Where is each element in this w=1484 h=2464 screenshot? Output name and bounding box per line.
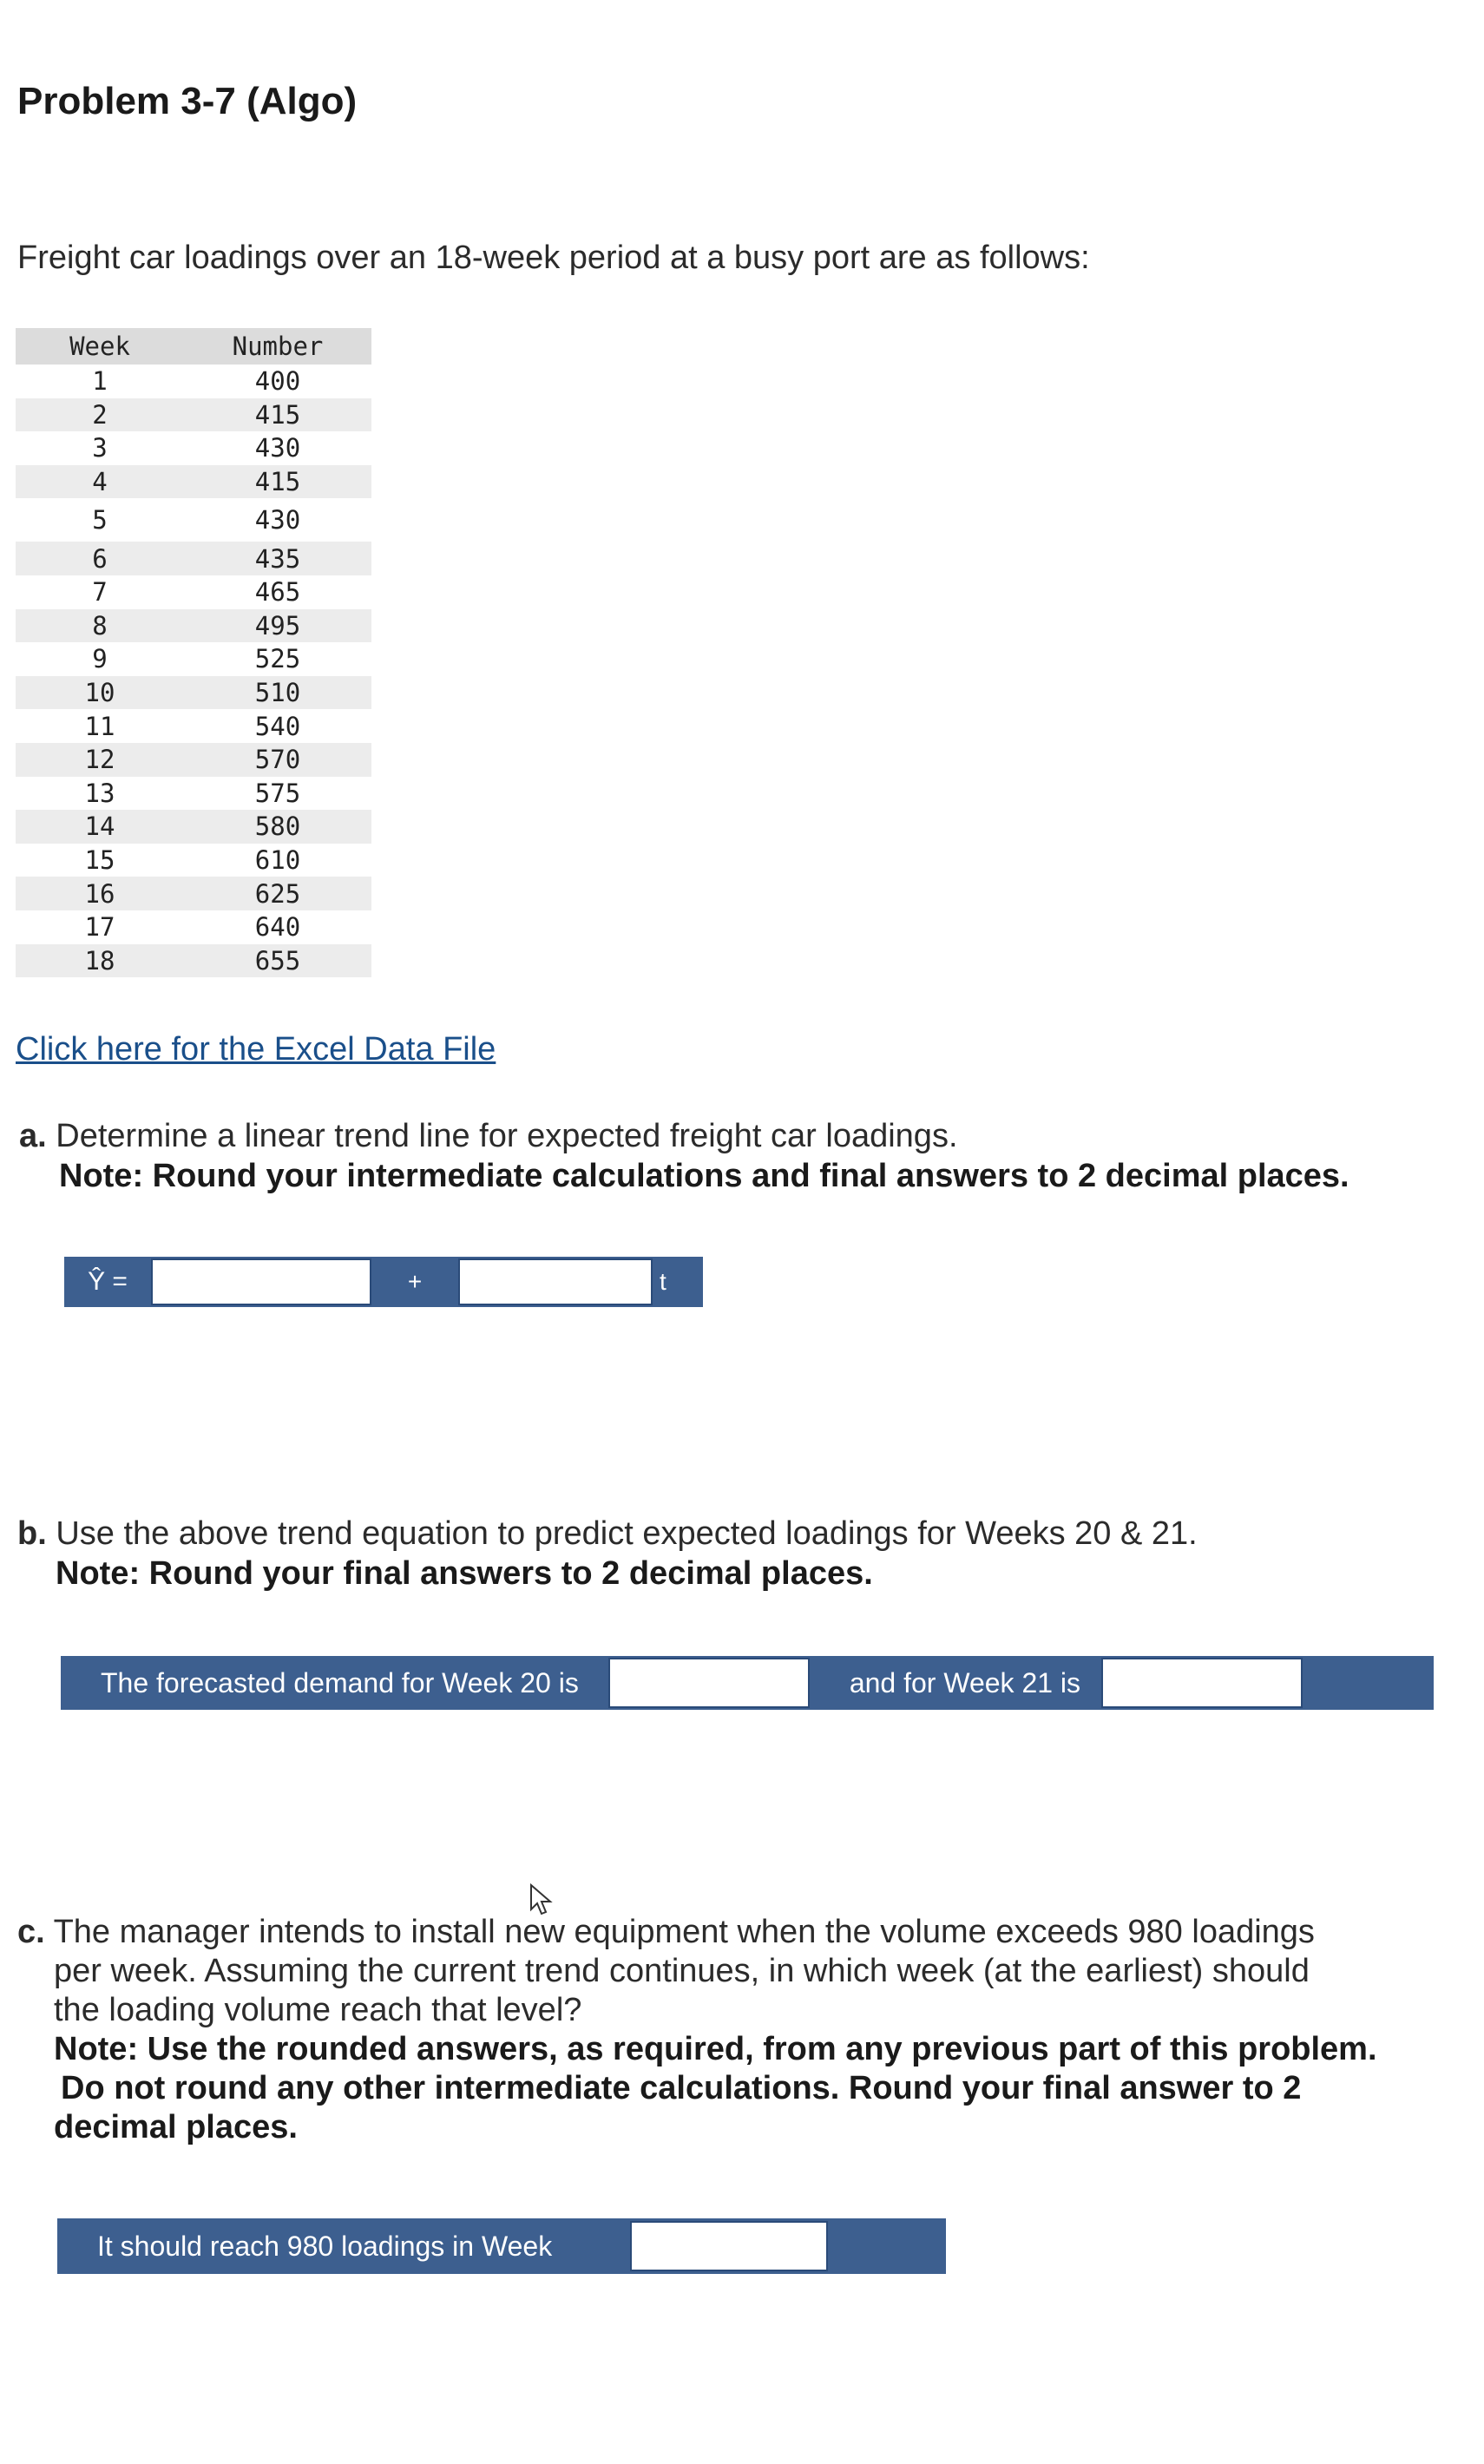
- week-cell: 3: [92, 433, 108, 463]
- number-cell: 495: [184, 609, 371, 643]
- threshold-prompt: It should reach 980 loadings in Week: [97, 2230, 553, 2262]
- table-row: [16, 465, 371, 499]
- table-row: [16, 910, 371, 944]
- week20-forecast-input[interactable]: [608, 1658, 810, 1708]
- table-row: [16, 542, 371, 575]
- table-row: [16, 777, 371, 811]
- number-cell: 540: [254, 711, 301, 741]
- header-number: Number: [184, 328, 371, 365]
- number-cell: 575: [254, 778, 301, 808]
- threshold-week-row: [57, 2218, 946, 2274]
- table-row: [16, 431, 371, 465]
- t-variable-label: t: [660, 1268, 666, 1295]
- plus-sign: +: [407, 1268, 423, 1295]
- number-cell: 655: [184, 944, 371, 978]
- number-cell: 435: [184, 542, 371, 575]
- part-a-question: [19, 1116, 1460, 1196]
- number-cell: 430: [254, 433, 301, 463]
- number-cell: 465: [254, 577, 301, 608]
- week-cell: 8: [16, 609, 184, 643]
- table-row: [16, 709, 371, 743]
- part-b-label: b.: [17, 1515, 47, 1552]
- table-row: [16, 398, 371, 432]
- week20-prompt: The forecasted demand for Week 20 is: [101, 1666, 579, 1699]
- number-cell: 415: [184, 398, 371, 432]
- week21-prompt: and for Week 21 is: [849, 1666, 1081, 1699]
- part-c-question: [17, 1913, 1467, 2147]
- part-b-question: [17, 1514, 1458, 1593]
- number-cell: 610: [254, 845, 301, 876]
- week-cell: 5: [92, 505, 108, 536]
- problem-intro: Freight car loadings over an 18-week period at a busy port are as follows:: [17, 240, 1090, 276]
- week-cell: 16: [16, 877, 184, 910]
- week-cell: 12: [16, 743, 184, 777]
- part-b-note: Note: Round your final answers to 2 decimal places.: [56, 1555, 873, 1592]
- yhat-label: Ŷ =: [88, 1267, 128, 1296]
- table-row: [16, 944, 371, 978]
- week-cell: 17: [84, 912, 115, 943]
- table-row: [16, 575, 371, 609]
- week-cell: 13: [84, 778, 115, 808]
- part-b-text: Use the above trend equation to predict expected loadings for Weeks 20 & 21.: [56, 1515, 1198, 1552]
- part-c-line2: per week. Assuming the current trend continues, in which week (at the earliest) should: [54, 1953, 1310, 1989]
- part-c-note1: Note: Use the rounded answers, as required, from any previous part of this problem.: [54, 2031, 1377, 2067]
- number-cell: 525: [254, 644, 301, 674]
- slope-input[interactable]: [458, 1258, 653, 1305]
- table-row: [16, 642, 371, 676]
- number-cell: 580: [184, 810, 371, 844]
- number-cell: 510: [184, 676, 371, 710]
- excel-data-link[interactable]: Click here for the Excel Data File: [16, 1031, 496, 1068]
- trend-equation-row: [64, 1257, 703, 1307]
- number-cell: 625: [184, 877, 371, 910]
- table-row: [16, 877, 371, 910]
- week-cell: 6: [16, 542, 184, 575]
- part-a-text: Determine a linear trend line for expected freight car loadings.: [56, 1118, 958, 1154]
- table-row: [16, 609, 371, 643]
- table-row: [16, 844, 371, 877]
- number-cell: 400: [254, 366, 301, 397]
- week-cell: 9: [92, 644, 108, 674]
- table-row: [16, 676, 371, 710]
- part-a-note: Note: Round your intermediate calculations and final answers to 2 decimal places.: [59, 1158, 1349, 1194]
- forecast-answer-row: [61, 1656, 1434, 1710]
- week-cell: 18: [16, 944, 184, 978]
- part-c-note2: Do not round any other intermediate calculations. Round your final answer to 2: [61, 2070, 1302, 2106]
- number-cell: 570: [184, 743, 371, 777]
- table-row: [16, 743, 371, 777]
- week-cell: 2: [16, 398, 184, 432]
- week-cell: 4: [16, 465, 184, 499]
- part-c-line1: The manager intends to install new equipment when the volume exceeds 980 loadings: [53, 1914, 1315, 1950]
- part-a-label: a.: [19, 1118, 47, 1154]
- part-c-line3: the loading volume reach that level?: [54, 1992, 582, 2028]
- problem-title: Problem 3-7 (Algo): [17, 80, 358, 122]
- week-cell: 10: [16, 676, 184, 710]
- week-cell: 1: [92, 366, 108, 397]
- intercept-input[interactable]: [151, 1258, 371, 1305]
- threshold-week-input[interactable]: [630, 2221, 828, 2271]
- week-cell: 11: [84, 711, 115, 741]
- number-cell: 640: [254, 912, 301, 943]
- header-week: Week: [16, 328, 184, 365]
- freight-data-table: [16, 328, 371, 977]
- table-row: [16, 365, 371, 398]
- number-cell: 430: [254, 505, 301, 536]
- mouse-pointer-icon: [529, 1883, 555, 1918]
- number-cell: 415: [184, 465, 371, 499]
- table-row: [16, 810, 371, 844]
- week-cell: 15: [84, 845, 115, 876]
- week-cell: 7: [92, 577, 108, 608]
- part-c-note3: decimal places.: [54, 2109, 298, 2145]
- week21-forecast-input[interactable]: [1101, 1658, 1303, 1708]
- table-row: [16, 498, 371, 542]
- week-cell: 14: [16, 810, 184, 844]
- part-c-label: c.: [17, 1914, 45, 1950]
